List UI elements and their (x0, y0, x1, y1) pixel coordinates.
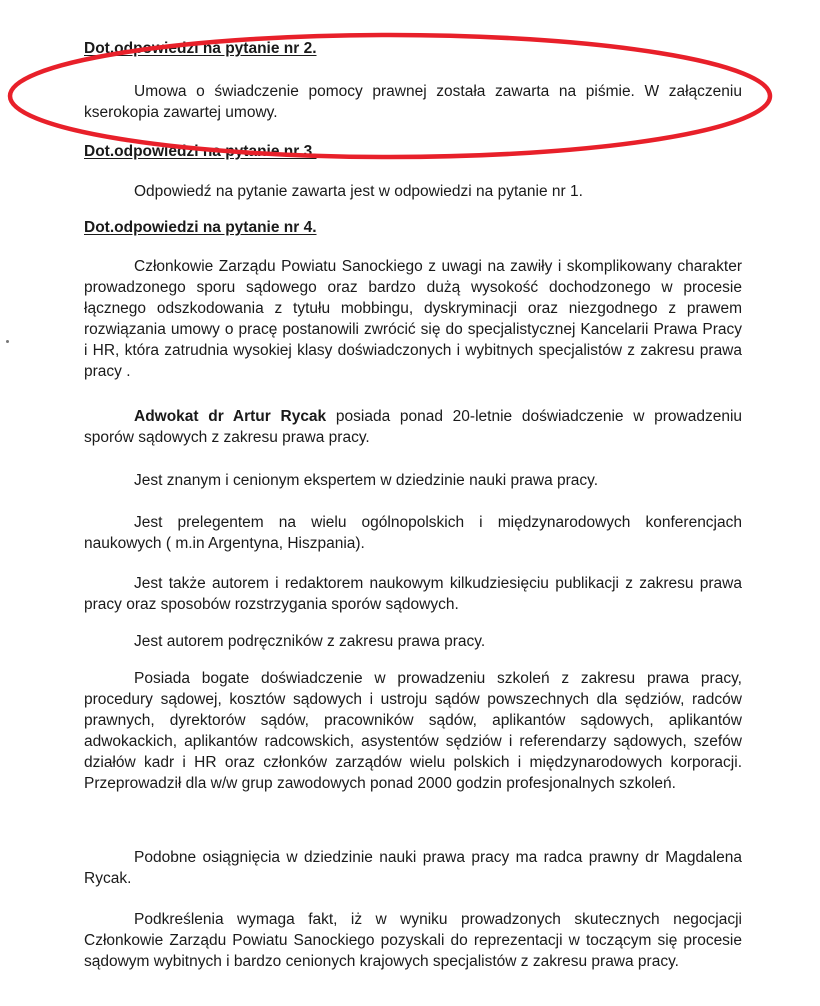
paragraph-negotiations: Podkreślenia wymaga fakt, iż w wyniku prowadzonych skutecznych negocjacji Członkowie Zarządu Powiatu Sanockiego pozyskali do reprezentacji w toczącym się procesie sądowym wybitnych i bardzo cenionych krajowych specjalistów z zakresu prawa pracy. (84, 911, 742, 970)
paragraph-expert: Jest znanym i cenionym ekspertem w dziedzinie nauki prawa pracy. (134, 472, 599, 489)
heading-question-3: Dot.odpowiedzi na pytanie nr 3. (84, 143, 317, 160)
paragraph-trainings: Posiada bogate doświadczenie w prowadzeniu szkoleń z zakresu prawa pracy, procedury sądowej, kosztów sądowych i ustroju sądów powszechnych dla sędziów, radców prawnych, dyrektorów sądów, pracowników sądów, aplikantów sądowych, aplikantów adwokackich, aplikantów radcowskich, asystentów sędziów i referendarzy sądowych, szefów działów kadr i HR oraz członków zarządów wielu polskich i międzynarodowych korporacji. Przeprowadził dla w/w grup zawodowych ponad 2000 godzin profesjonalnych szkoleń. (84, 670, 742, 792)
heading-question-2: Dot.odpowiedzi na pytanie nr 2. (84, 40, 317, 57)
paragraph-speaker: Jest prelegentem na wielu ogólnopolskich i międzynarodowych konferencjach naukowych ( m.in Argentyna, Hiszpania). (84, 514, 742, 552)
paragraph-handbooks: Jest autorem podręczników z zakresu prawa pracy. (134, 633, 486, 650)
paragraph-publications: Jest także autorem i redaktorem naukowym kilkudziesięciu publikacji z zakresu prawa pracy oraz sposobów rozstrzygania sporów sądowych. (84, 575, 742, 613)
paragraph-q4-intro: Członkowie Zarządu Powiatu Sanockiego z uwagi na zawiły i skomplikowany charakter prowadzonego sporu sądowego oraz bardzo dużą wysokość dochodzonego w procesie łącznego odszkodowania z tytułu mobbingu, dyskryminacji oraz niezgodnego z prawem rozwiązania umowy o pracę postanowili zwrócić się do specjalistycznej Kancelarii Prawa Pracy i HR, która zatrudnia wysokiej klasy doświadczonych i wybitnych specjalistów z zakresu prawa pracy . (84, 258, 742, 380)
lawyer-name: Adwokat dr Artur Rycak (134, 408, 327, 425)
paragraph-q2-answer: Umowa o świadczenie pomocy prawnej została zawarta na piśmie. W załączeniu kserokopia zawartej umowy. (84, 83, 742, 121)
paragraph-magdalena: Podobne osiągnięcia w dziedzinie nauki prawa pracy ma radca prawny dr Magdalena Rycak. (84, 849, 742, 887)
paragraph-lawyer-experience: Adwokat dr Artur Rycak posiada ponad 20-letnie doświadczenie w prowadzeniu sporów sądowych z zakresu prawa pracy. (84, 408, 743, 446)
heading-question-4: Dot.odpowiedzi na pytanie nr 4. (84, 219, 317, 236)
margin-dot (6, 340, 9, 343)
paragraph-q3-answer: Odpowiedź na pytanie zawarta jest w odpowiedzi na pytanie nr 1. (134, 183, 583, 200)
